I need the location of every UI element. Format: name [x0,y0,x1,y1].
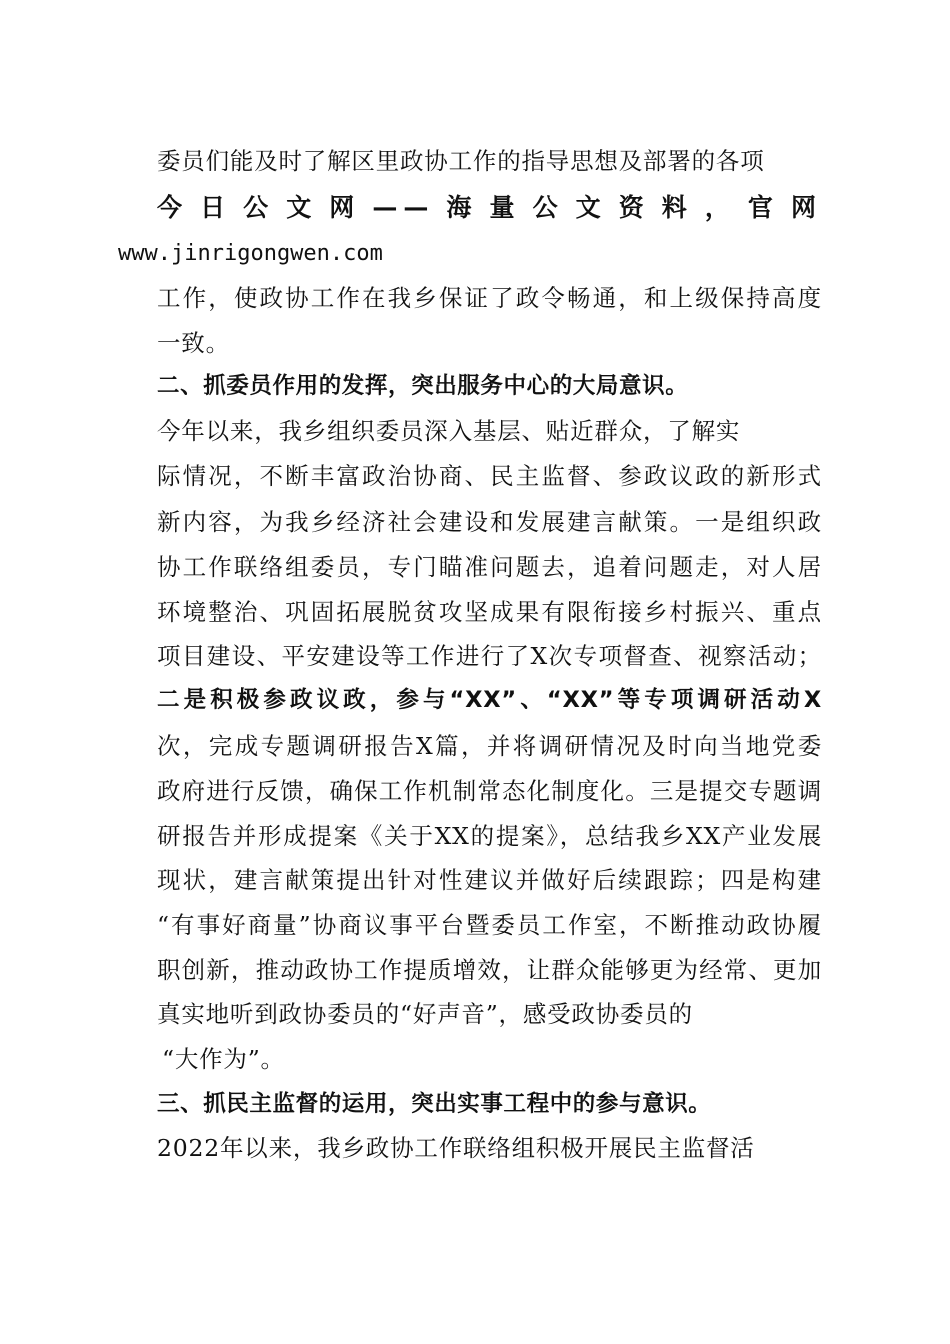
paragraph-line-2: 工作，使政协工作在我乡保证了政令畅通，和上级保持高度 [157,284,822,312]
paragraph-line-8: 环境整治、巩固拓展脱贫攻坚成果有限衔接乡村振兴、重点 [157,598,822,626]
paragraph-line-10: 二是积极参政议政，参与“XX”、“XX”等专项调研活动X [157,687,822,713]
paragraph-line-5: 际情况，不断丰富政治协商、民主监督、参政议政的新形式 [157,462,822,490]
paragraph-line-9: 项目建设、平安建设等工作进行了X次专项督查、视察活动； [157,642,822,670]
paragraph-line-16: 职创新，推动政协工作提质增效，让群众能够更为经常、更加 [157,956,822,984]
paragraph-line-6: 新内容，为我乡经济社会建设和发展建言献策。一是组织政 [157,508,822,536]
section-heading-2: 二、抓委员作用的发挥，突出服务中心的大局意识。 [157,373,689,399]
paragraph-line-3: 一致。 [157,329,230,357]
paragraph-line-15: “有事好商量”协商议事平台暨委员工作室，不断推动政协履 [157,911,822,939]
watermark-banner: 今日公文网——海量公文资料，官网 [157,193,822,222]
paragraph-line-18: “大作为”。 [162,1045,285,1073]
paragraph-line-1: 委员们能及时了解区里政协工作的指导思想及部署的各项 [157,147,765,175]
paragraph-line-7: 协工作联络组委员，专门瞄准问题去，追着问题走，对人居 [157,553,822,581]
paragraph-line-17: 真实地听到政协委员的“好声音”，感受政协委员的 [157,1000,693,1028]
paragraph-line-13: 研报告并形成提案《关于XX的提案》，总结我乡XX产业发展 [157,822,822,850]
paragraph-line-12: 政府进行反馈，确保工作机制常态化制度化。三是提交专题调 [157,777,822,805]
watermark-url[interactable]: www.jinrigongwen.com [118,241,383,266]
paragraph-line-11: 次，完成专题调研报告X篇，并将调研情况及时向当地党委 [157,732,822,760]
paragraph-line-4: 今年以来，我乡组织委员深入基层、贴近群众，了解实 [157,417,741,445]
paragraph-line-14: 现状，建言献策提出针对性建议并做好后续跟踪；四是构建 [157,866,822,894]
section-heading-3: 三、抓民主监督的运用，突出实事工程中的参与意识。 [157,1091,712,1117]
paragraph-line-19: 2022年以来，我乡政协工作联络组积极开展民主监督活 [157,1134,755,1162]
